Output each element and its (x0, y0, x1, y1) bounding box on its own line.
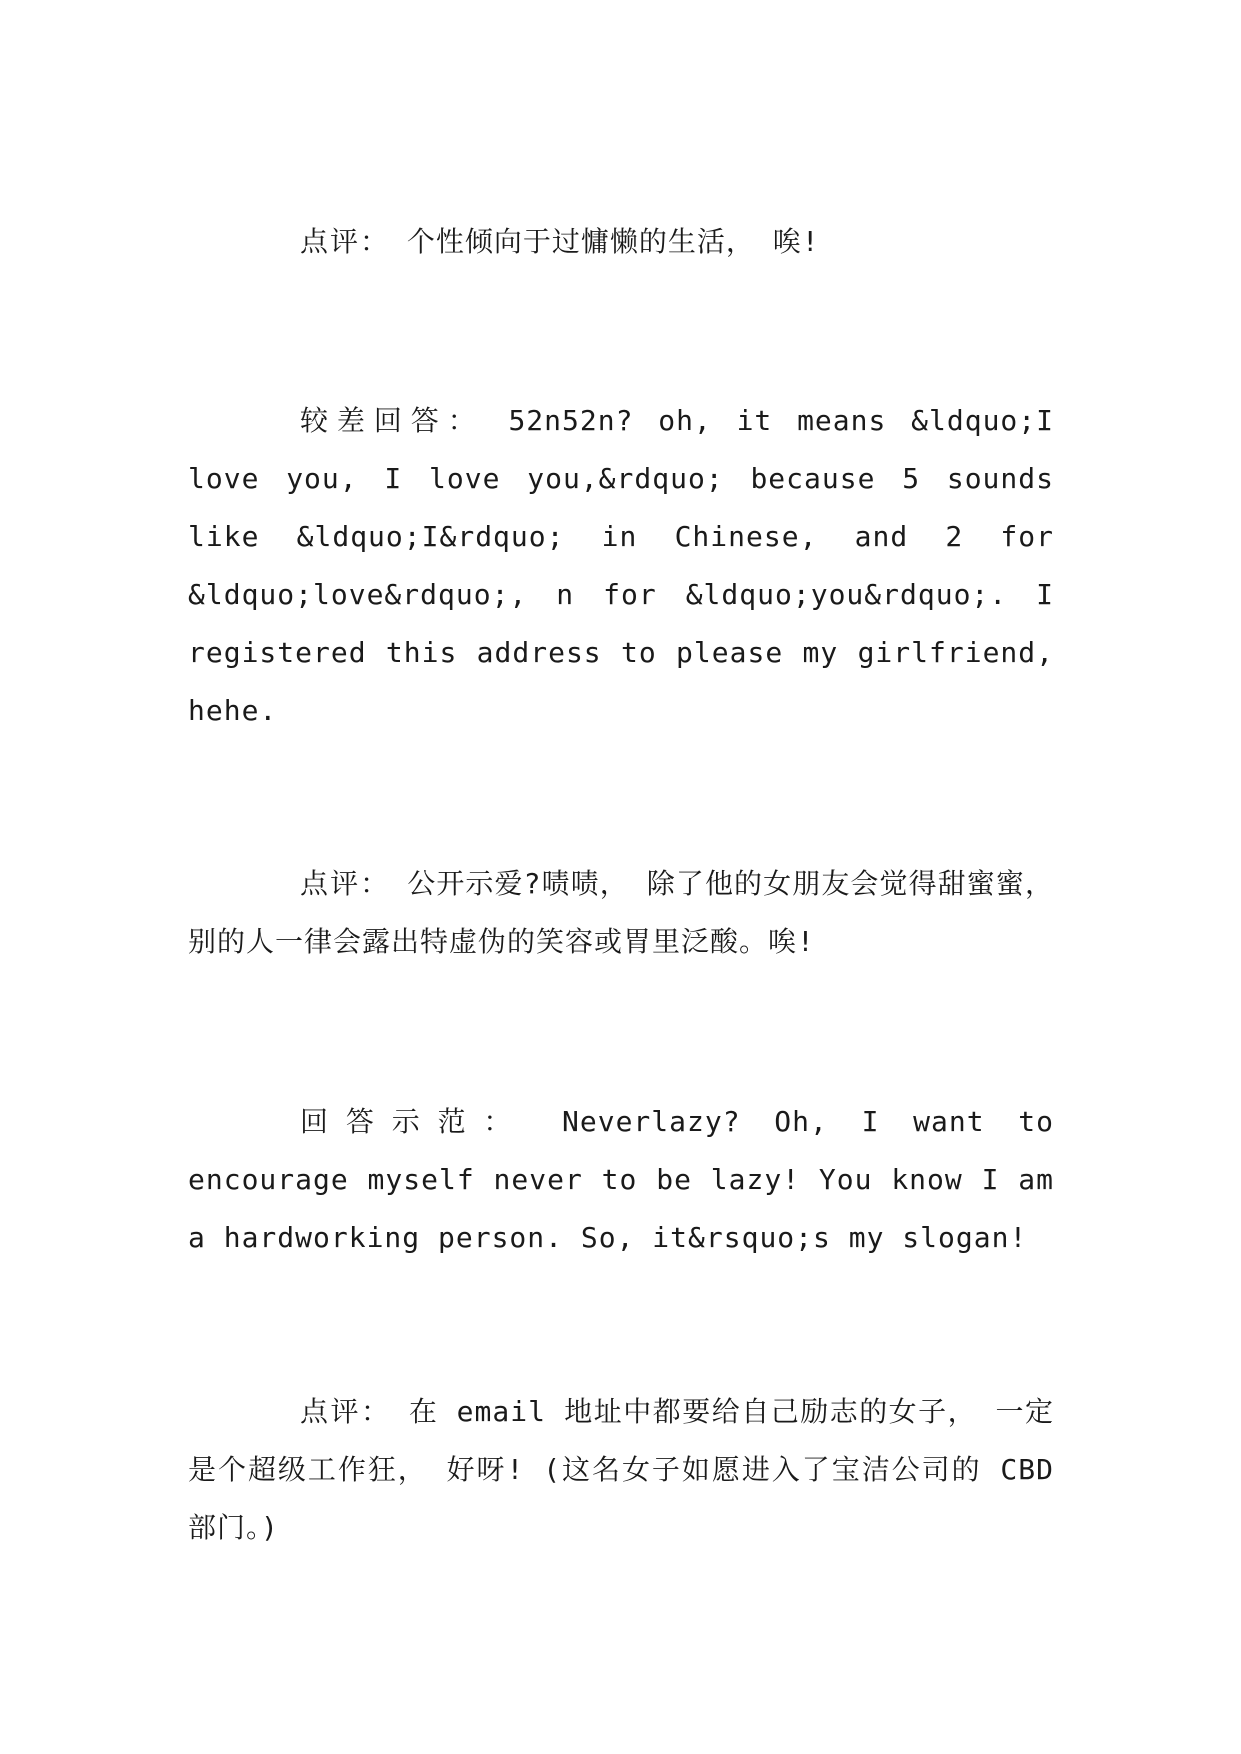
paragraph-text: 公开示爱?啧啧， 除了他的女朋友会觉得甜蜜蜜， 别的人一律会露出特虚伪的笑容或胃里泛酸。唉! (188, 867, 1054, 958)
paragraph-text: Neverlazy? Oh, I want to encourage myself never to be lazy! You know I am a hardworking person. So, it&rsquo;s my slogan! (188, 1105, 1054, 1254)
paragraph-text: 个性倾向于过慵懒的生活， 唉! (406, 225, 820, 258)
paragraph-label: 点评： (300, 867, 391, 900)
paragraph-text: 在 email 地址中都要给自己励志的女子， 一定是个超级工作狂， 好呀! (这名女子如愿进入了宝洁公司的 CBD 部门。) (188, 1395, 1054, 1544)
paragraph-label: 点评： (300, 225, 391, 258)
comment-paragraph (188, 213, 1054, 271)
paragraph-label: 较差回答： (300, 404, 485, 437)
poor-answer-paragraph (188, 392, 1054, 740)
paragraph-label: 回答示范： (300, 1105, 530, 1138)
paragraph-label: 点评： (300, 1395, 392, 1428)
comment-paragraph (188, 855, 1054, 971)
model-answer-paragraph (188, 1093, 1054, 1267)
paragraph-text: 52n52n? oh, it means &ldquo;I love you, I love you,&rdquo; because 5 sounds like &ldquo;I&rdquo; in Chinese, and 2 for &ldquo;love&rdquo;, n for &ldquo;you&rdquo;. I registered this address to please my girlfriend, hehe. (188, 404, 1055, 727)
comment-paragraph (188, 1383, 1054, 1557)
